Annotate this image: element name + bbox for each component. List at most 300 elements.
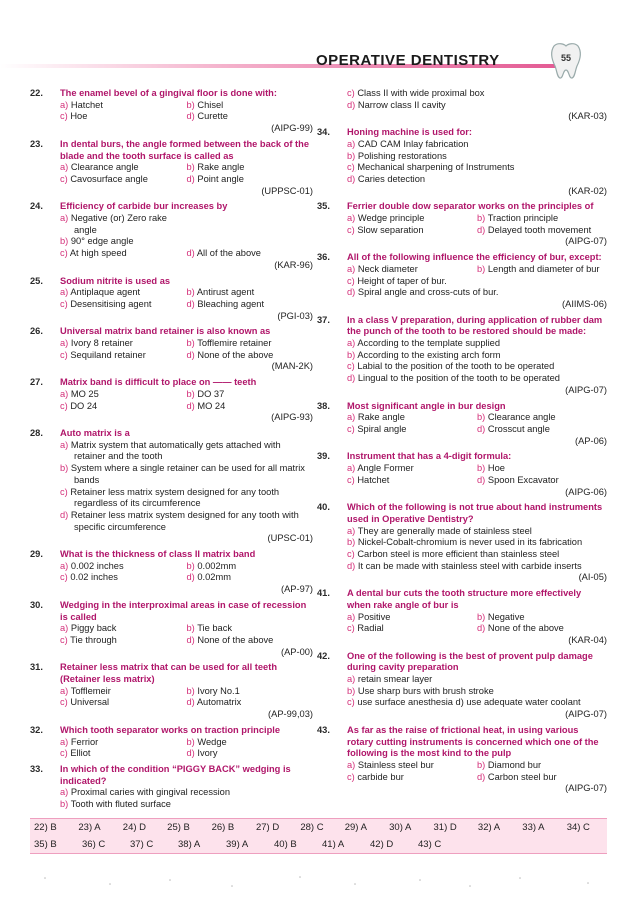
- answer-option: [60, 350, 187, 362]
- answer-option: [347, 412, 477, 424]
- answer-option: [347, 373, 607, 385]
- option-list: [347, 264, 607, 299]
- option-text: Polishing restorations: [357, 150, 447, 161]
- option-letter: c): [60, 486, 68, 497]
- option-letter: c): [347, 224, 355, 235]
- option-letter: d): [60, 509, 69, 520]
- exam-source: (AI-05): [578, 572, 607, 583]
- answer-option: [347, 424, 477, 436]
- option-letter: c): [347, 771, 355, 782]
- answer-cell: 29) A: [344, 822, 367, 833]
- answer-option: [60, 623, 187, 635]
- answer-option: [60, 389, 187, 401]
- option-letter: a): [60, 560, 69, 571]
- question-number: 23.: [30, 138, 43, 149]
- option-text: Ferrior: [70, 736, 99, 747]
- question-number: 27.: [30, 377, 43, 388]
- option-list: [347, 463, 607, 486]
- answer-option: [477, 225, 607, 237]
- option-letter: d): [186, 748, 195, 759]
- question-item: [30, 764, 313, 811]
- option-text: Curette: [197, 111, 228, 122]
- option-letter: b): [60, 799, 69, 810]
- option-text: Slow separation: [357, 224, 424, 235]
- answer-option: [187, 338, 314, 350]
- option-letter: d): [477, 224, 486, 235]
- option-letter: d): [477, 623, 486, 634]
- answer-cell: 22) B: [34, 822, 57, 833]
- option-list: [347, 338, 607, 385]
- answer-option: [60, 236, 313, 248]
- exam-source: (AIPG-07): [565, 384, 607, 395]
- option-letter: b): [477, 463, 486, 474]
- option-text: DO 37: [197, 388, 225, 399]
- answer-cell: 39) A: [226, 839, 249, 850]
- option-text: Elliot: [70, 748, 91, 759]
- answer-cell: 31) D: [433, 822, 457, 833]
- exam-source: (AIPG-07): [565, 709, 607, 720]
- question-number: 40.: [317, 502, 330, 513]
- option-letter: d): [186, 298, 195, 309]
- option-list: [60, 100, 313, 123]
- option-list: [60, 213, 313, 260]
- option-text: None of the above: [197, 349, 274, 360]
- option-list: [60, 389, 313, 412]
- option-text: retain smear layer: [357, 674, 433, 685]
- answer-option: [187, 686, 314, 698]
- answer-option: [347, 100, 607, 112]
- answer-cell: 36) C: [82, 839, 106, 850]
- option-text: carbide bur: [357, 771, 404, 782]
- answer-option: [187, 635, 314, 647]
- option-text: Ivory: [197, 748, 218, 759]
- question-item: [30, 88, 313, 135]
- option-text: Tie through: [70, 634, 117, 645]
- exam-source: (UPPSC-01): [261, 185, 313, 196]
- option-text: According to the template supplied: [357, 338, 500, 349]
- option-text: Ivory 8 retainer: [70, 338, 133, 349]
- answer-option: [187, 350, 314, 362]
- option-letter: a): [60, 162, 69, 173]
- option-text: Stainless steel bur: [357, 759, 434, 770]
- answer-option: [60, 635, 187, 647]
- option-text: 0.002 inches: [70, 560, 124, 571]
- option-list: [60, 623, 313, 646]
- option-letter: b): [477, 263, 486, 274]
- option-letter: c): [60, 111, 68, 122]
- answer-option: [347, 151, 607, 163]
- answer-option: [347, 287, 607, 299]
- answer-cell: 34) C: [566, 822, 590, 833]
- answer-cell: 35) B: [34, 839, 57, 850]
- question-text: Which tooth separator works on traction principle: [60, 724, 281, 735]
- answer-option: [60, 338, 187, 350]
- answer-option: [347, 338, 607, 350]
- answer-option: [347, 537, 607, 549]
- question-item: [30, 139, 313, 198]
- decorative-dots: [0, 872, 638, 892]
- option-letter: a): [60, 388, 69, 399]
- option-list: [347, 674, 607, 709]
- answer-option: [187, 299, 314, 311]
- answer-option: [187, 748, 314, 760]
- question-text: Auto matrix is a: [60, 427, 130, 438]
- option-letter: c): [347, 549, 355, 560]
- question-item: [317, 201, 607, 248]
- question-item: [317, 451, 607, 498]
- option-letter: d): [477, 771, 486, 782]
- option-text: Class II with wide proximal box: [357, 88, 485, 98]
- question-number: 39.: [317, 451, 330, 462]
- answer-cell: 37) C: [130, 839, 154, 850]
- answer-cell: 26) B: [211, 822, 235, 833]
- exam-source: (AP-99,03): [268, 709, 313, 720]
- option-text: MO 24: [197, 400, 226, 411]
- option-text: Hoe: [70, 111, 88, 122]
- answer-option: [60, 174, 187, 186]
- option-letter: d): [186, 400, 195, 411]
- answer-row: [30, 836, 607, 853]
- answer-cell: 40) B: [274, 839, 297, 850]
- option-list: [60, 686, 313, 709]
- option-text: DO 24: [70, 400, 98, 411]
- option-letter: c): [347, 88, 355, 98]
- option-text: Wedge principle: [357, 213, 425, 224]
- right-column: [317, 88, 607, 799]
- answer-option: [60, 748, 187, 760]
- option-letter: a): [347, 213, 356, 224]
- option-letter: d): [347, 173, 356, 184]
- exam-source: (AP-00): [280, 646, 313, 657]
- option-text: Diamond bur: [487, 759, 542, 770]
- answer-option: [187, 389, 314, 401]
- answer-option: [477, 412, 607, 424]
- option-letter: a): [60, 99, 69, 110]
- question-item: [317, 252, 607, 311]
- option-letter: d): [186, 111, 195, 122]
- option-letter: b): [60, 463, 69, 474]
- exam-source: (KAR-96): [274, 259, 313, 270]
- option-list: [347, 412, 607, 435]
- option-letter: a): [347, 611, 356, 622]
- option-letter: a): [60, 685, 69, 696]
- answer-option: [347, 549, 607, 561]
- answer-option: [477, 772, 607, 784]
- option-text: According to the existing arch form: [357, 349, 501, 360]
- option-text: Chisel: [197, 99, 224, 110]
- answer-option: [60, 799, 313, 811]
- question-item: [317, 651, 607, 721]
- answer-option: [60, 162, 187, 174]
- answer-option: [477, 213, 607, 225]
- option-text: Positive: [357, 611, 391, 622]
- option-text: System where a single retainer can be used for all matrix bands: [70, 463, 305, 485]
- answer-cell: 43) C: [418, 839, 442, 850]
- option-text: They are generally made of stainless steel: [357, 525, 532, 536]
- answer-option: [347, 526, 607, 538]
- option-letter: a): [60, 736, 69, 747]
- question-item: [317, 127, 607, 197]
- answer-cell: 42) D: [370, 839, 394, 850]
- question-text: Retainer less matrix that can be used for all teeth (Retainer less matrix): [60, 662, 277, 685]
- option-text: Rake angle: [357, 412, 405, 423]
- answer-option: [187, 174, 314, 186]
- option-text: Clearance angle: [70, 162, 139, 173]
- option-letter: c): [60, 349, 68, 360]
- option-list: [347, 213, 607, 236]
- answer-option: [60, 697, 187, 709]
- answer-option: [60, 287, 187, 299]
- option-letter: c): [60, 298, 68, 309]
- option-letter: c): [60, 248, 68, 259]
- question-text: One of the following is the best of provent pulp damage during cavity preparation: [347, 650, 593, 673]
- option-text: Tofflemire retainer: [197, 338, 272, 349]
- answer-option: [347, 361, 607, 373]
- answer-cell: 23) A: [78, 822, 101, 833]
- option-text: Antiplaque agent: [70, 287, 141, 298]
- option-letter: d): [186, 572, 195, 583]
- answer-option: [347, 674, 607, 686]
- exam-source: (KAR-03): [568, 111, 607, 122]
- option-text: Clearance angle: [487, 412, 556, 423]
- option-text: Mechanical sharpening of Instruments: [357, 162, 515, 173]
- question-text: As far as the raise of frictional heat, in using various rotary cutting instruments is concerned which one of the following is the most kind to the pulp: [347, 724, 599, 759]
- answer-option: [60, 401, 187, 413]
- answer-option: [187, 111, 314, 123]
- option-text: CAD CAM Inlay fabrication: [357, 138, 469, 149]
- answer-option: [60, 100, 187, 112]
- option-text: Labial to the position of the tooth to be operated: [357, 361, 555, 372]
- option-letter: d): [186, 634, 195, 645]
- option-text: Tofflemeir: [70, 685, 111, 696]
- question-text: Universal matrix band retainer is also known as: [60, 326, 271, 337]
- option-letter: b): [186, 388, 195, 399]
- option-text: Sequiland retainer: [70, 349, 146, 360]
- option-list: [60, 287, 313, 310]
- question-text: Ferrier double dow separator works on the principles of: [347, 201, 594, 212]
- option-letter: a): [60, 287, 69, 298]
- question-item: [317, 401, 607, 448]
- option-list: [347, 612, 607, 635]
- question-item: [30, 600, 313, 659]
- question-text: Wedging in the interproximal areas in case of recession is called: [60, 599, 307, 622]
- question-item: [317, 725, 607, 795]
- option-text: Neck diameter: [357, 263, 418, 274]
- page-header-title: OPERATIVE DENTISTRY: [316, 52, 500, 69]
- answer-option: [187, 623, 314, 635]
- question-text: In a class V preparation, during application of rubber dam the punch of the tooth to be restored should be made:: [347, 314, 603, 337]
- question-text: In dental burs, the angle formed between the back of the blade and the tooth surface is called as: [60, 138, 309, 161]
- option-letter: d): [347, 560, 356, 571]
- exam-source: (KAR-04): [568, 634, 607, 645]
- option-text: 0.02 inches: [70, 572, 118, 583]
- question-number: 26.: [30, 326, 43, 337]
- answer-option: [187, 697, 314, 709]
- answer-option: [60, 440, 313, 463]
- option-letter: a): [347, 463, 356, 474]
- question-item: [30, 326, 313, 373]
- question-item: [30, 201, 313, 271]
- exam-source: (AP-97): [280, 584, 313, 595]
- option-text: Ivory No.1: [197, 685, 240, 696]
- question-number: 24.: [30, 201, 43, 212]
- exam-source: (AIIMS-06): [562, 298, 607, 309]
- option-letter: c): [347, 697, 355, 708]
- answer-option: [187, 287, 314, 299]
- answer-option: [347, 213, 477, 225]
- option-letter: a): [60, 623, 69, 634]
- exam-source: (MAN-2K): [271, 361, 313, 372]
- question-item: [30, 725, 313, 760]
- option-letter: a): [347, 338, 356, 349]
- question-number: 34.: [317, 127, 330, 138]
- question-text: What is the thickness of class II matrix band: [60, 549, 256, 560]
- answer-option: [347, 612, 477, 624]
- option-letter: d): [347, 99, 356, 110]
- answer-option: [347, 162, 607, 174]
- option-letter: b): [186, 338, 195, 349]
- option-text: Carbon steel is more efficient than stainless steel: [357, 549, 560, 560]
- option-letter: a): [60, 338, 69, 349]
- answer-option: [477, 475, 607, 487]
- answer-cell: 38) A: [178, 839, 201, 850]
- question-number: 36.: [317, 252, 330, 263]
- exam-source: (AP-06): [574, 435, 607, 446]
- answer-cell: 24) D: [122, 822, 147, 833]
- question-text: All of the following influence the efficiency of bur, except:: [347, 252, 602, 263]
- option-letter: c): [60, 748, 68, 759]
- option-letter: c): [347, 162, 355, 173]
- option-letter: b): [186, 560, 195, 571]
- option-letter: c): [60, 572, 68, 583]
- option-text: 0.02mm: [197, 572, 231, 583]
- answer-cell: 32) A: [477, 822, 501, 833]
- option-text: Narrow class II cavity: [357, 99, 446, 110]
- question-number: 29.: [30, 549, 43, 560]
- answer-option: [60, 510, 313, 533]
- option-letter: a): [347, 674, 356, 685]
- answer-row: [30, 819, 607, 836]
- exam-source: (AIPG-07): [565, 236, 607, 247]
- option-letter: d): [477, 474, 486, 485]
- option-letter: b): [477, 213, 486, 224]
- answer-option: [187, 162, 314, 174]
- option-letter: b): [347, 537, 356, 548]
- option-text: Hoe: [487, 463, 505, 474]
- answer-option: [60, 572, 187, 584]
- option-letter: d): [347, 287, 356, 298]
- option-list: [60, 561, 313, 584]
- answer-option: [477, 623, 607, 635]
- option-text: Rake angle: [197, 162, 245, 173]
- option-list: [60, 787, 313, 810]
- answer-option: [60, 111, 187, 123]
- question-text: Instrument that has a 4-digit formula:: [347, 451, 512, 462]
- answer-option: [60, 737, 187, 749]
- answer-option: [477, 463, 607, 475]
- question-item: [30, 549, 313, 596]
- option-letter: c): [60, 634, 68, 645]
- question-number: 32.: [30, 724, 43, 735]
- tooth-icon: [548, 40, 584, 80]
- exam-source: (AIPG-06): [565, 486, 607, 497]
- option-list: [60, 440, 313, 534]
- question-text: A dental bur cuts the tooth structure more effectively when rake angle of bur is: [347, 588, 582, 610]
- option-text: None of the above: [487, 623, 564, 634]
- option-text: Desensitising agent: [70, 298, 152, 309]
- option-letter: b): [186, 736, 195, 747]
- option-letter: b): [347, 349, 356, 360]
- question-number: 35.: [317, 201, 330, 212]
- option-letter: d): [477, 423, 486, 434]
- answer-option: [60, 248, 187, 260]
- option-letter: a): [347, 759, 356, 770]
- exam-source: (UPSC-01): [267, 533, 313, 544]
- answer-option: [477, 264, 607, 276]
- exam-source: (PGI-03): [277, 310, 313, 321]
- answer-option: [60, 686, 187, 698]
- option-text: Hatchet: [70, 99, 103, 110]
- answer-option: [347, 697, 607, 709]
- option-text: Delayed tooth movement: [487, 224, 592, 235]
- answer-option: [347, 264, 477, 276]
- answer-option: [347, 350, 607, 362]
- option-text: At high speed: [69, 248, 127, 259]
- option-text: Wedge: [197, 736, 227, 747]
- option-text: None of the above: [197, 634, 274, 645]
- question-number: 33.: [30, 763, 43, 774]
- question-text: Which of the following is not true about hand instruments used in Operative Dentistry?: [347, 502, 603, 524]
- option-text: Spiral angle: [357, 423, 407, 434]
- option-text: MO 25: [70, 388, 99, 399]
- option-text: Antirust agent: [196, 287, 255, 298]
- option-text: Tooth with fluted surface: [70, 799, 171, 810]
- question-number: 25.: [30, 275, 43, 286]
- question-text: Sodium nitrite is used as: [60, 275, 171, 286]
- option-text: Spoon Excavator: [487, 474, 559, 485]
- answer-option: [60, 463, 313, 486]
- option-letter: a): [60, 213, 69, 224]
- answer-cell: 25) B: [167, 822, 190, 833]
- answer-option: [347, 276, 607, 288]
- option-text: Crosscut angle: [487, 423, 550, 434]
- answer-cell: 27) D: [255, 822, 280, 833]
- option-letter: c): [60, 400, 68, 411]
- option-letter: b): [186, 99, 195, 110]
- question-number: 28.: [30, 427, 43, 438]
- question-text: The enamel bevel of a gingival floor is done with:: [60, 88, 277, 98]
- answer-option: [60, 787, 313, 799]
- answer-cell: 28) C: [300, 822, 324, 833]
- answer-option: [187, 737, 314, 749]
- exam-source: (KAR-02): [568, 185, 607, 196]
- option-text: Caries detection: [357, 173, 426, 184]
- option-letter: a): [60, 439, 69, 450]
- option-text: use surface anesthesia d) use adequate water coolant: [357, 697, 581, 708]
- option-letter: d): [186, 349, 195, 360]
- question-number: 38.: [317, 400, 330, 411]
- question-item: [317, 88, 607, 123]
- answer-option: [477, 424, 607, 436]
- option-text: Negative (or) Zero rake angle: [70, 213, 167, 235]
- option-letter: c): [347, 275, 355, 286]
- option-text: Carbon steel bur: [487, 771, 557, 782]
- option-list: [347, 526, 607, 573]
- answer-option: [60, 561, 187, 573]
- answer-option: [187, 561, 314, 573]
- exam-source: (AIPG-07): [565, 783, 607, 794]
- option-text: It can be made with stainless steel with carbide inserts: [357, 560, 582, 571]
